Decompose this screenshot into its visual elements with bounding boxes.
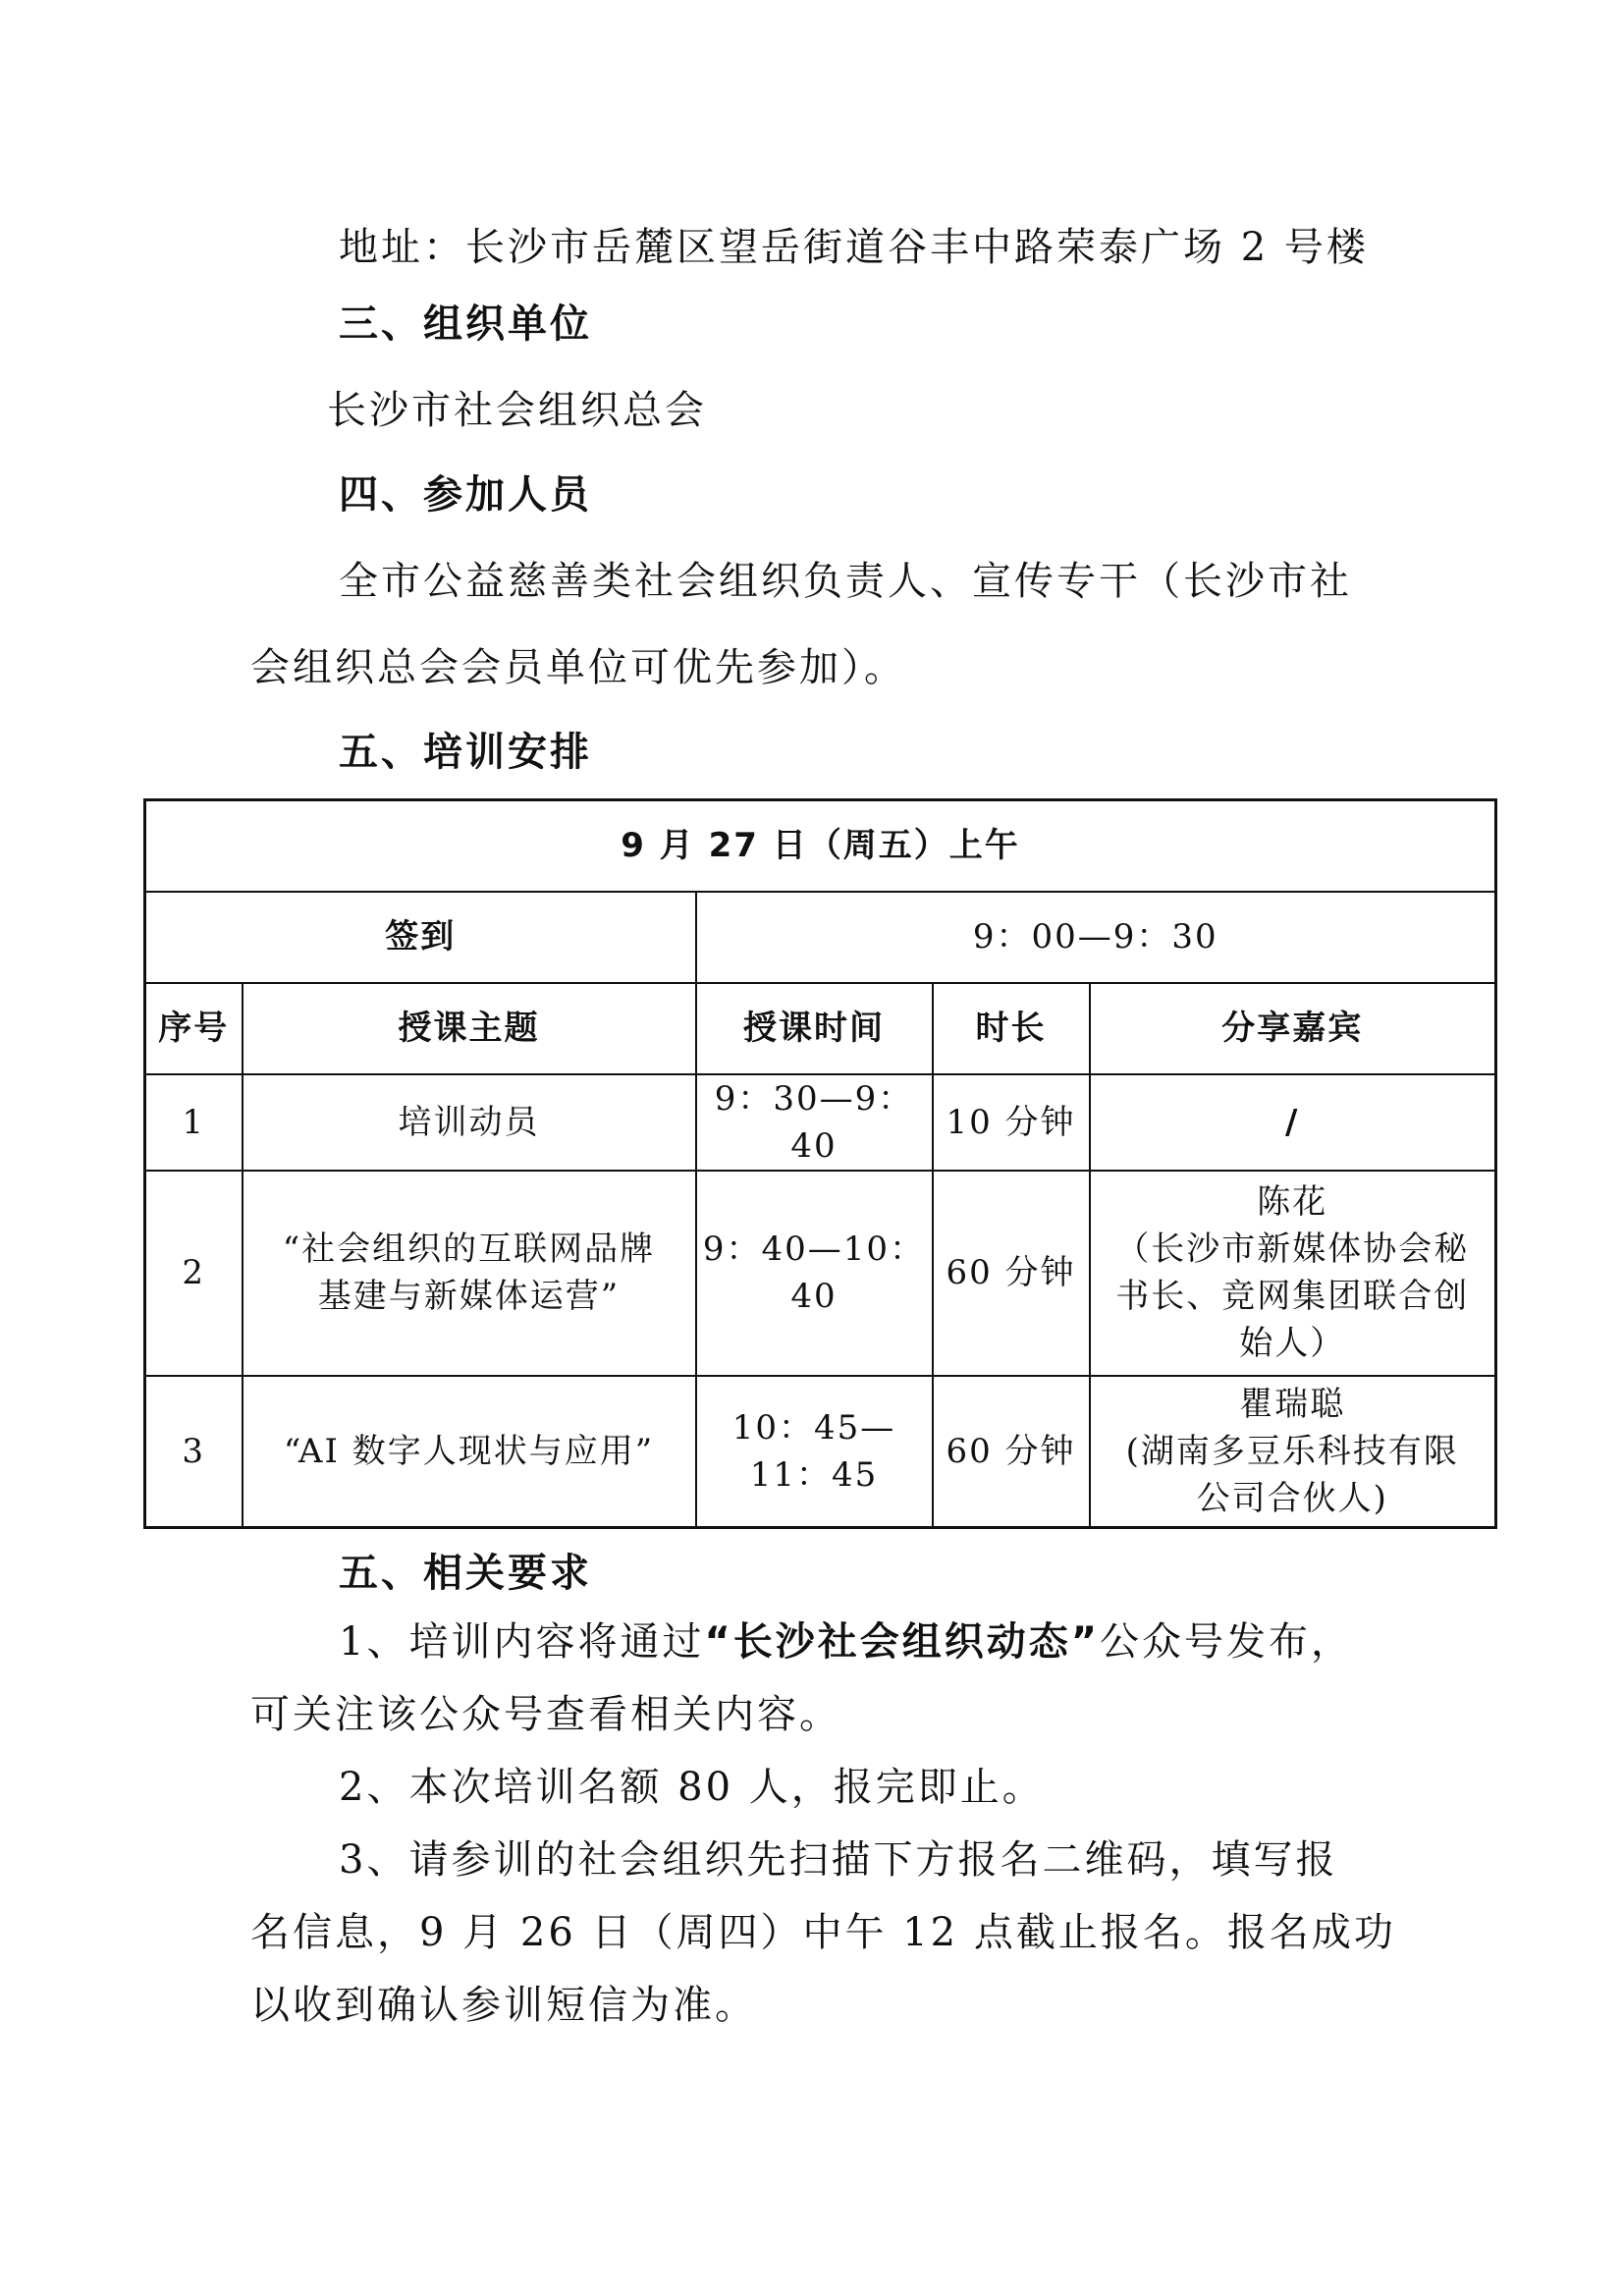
guest-line: （长沙市新媒体协会秘 <box>1115 1230 1470 1269</box>
signin-time: 9：00—9：30 <box>696 892 1496 983</box>
row-time: 9：30—9：40 <box>696 1074 933 1171</box>
table-row <box>145 1171 1496 1376</box>
requirement-1-line1 <box>339 1619 1354 1665</box>
requirement-1-post: 公众号发布， <box>1100 1619 1354 1665</box>
guest-line: 瞿瑞聪 <box>1239 1384 1346 1424</box>
section3-heading: 三、组织单位 <box>339 301 592 347</box>
row-duration: 10 分钟 <box>933 1074 1090 1171</box>
column-header: 分享嘉宾 <box>1090 983 1496 1074</box>
guest-line: 书长、竞网集团联合创 <box>1115 1277 1470 1316</box>
requirement-2: 2、本次培训名额 80 人，报完即止。 <box>339 1765 1045 1810</box>
account-name: “长沙社会组织动态” <box>704 1619 1101 1665</box>
table-row <box>145 1074 1496 1171</box>
row-duration: 60 分钟 <box>933 1171 1090 1376</box>
schedule-signin-row <box>145 892 1496 983</box>
row-topic <box>243 1074 696 1171</box>
requirement-3-line1: 3、请参训的社会组织先扫描下方报名二维码，填写报 <box>339 1837 1338 1883</box>
schedule-date-header: 9 月 27 日（周五）上午 <box>145 800 1496 892</box>
row-number: 3 <box>145 1376 243 1528</box>
column-header: 授课时间 <box>696 983 933 1074</box>
schedule-header-row <box>145 983 1496 1074</box>
column-header: 授课主题 <box>243 983 696 1074</box>
section4-body-line1: 全市公益慈善类社会组织负责人、宣传专干（长沙市社 <box>339 559 1352 604</box>
section4-body-line2: 会组织总会会员单位可优先参加）。 <box>250 645 906 690</box>
guest-line: 陈花 <box>1257 1182 1328 1222</box>
row-guest <box>1090 1376 1496 1528</box>
row-topic <box>243 1376 696 1528</box>
row-number: 2 <box>145 1171 243 1376</box>
schedule-date-row <box>145 800 1496 892</box>
signin-label: 签到 <box>145 892 696 983</box>
schedule-table <box>143 798 1497 1529</box>
guest-line: / <box>1285 1102 1300 1142</box>
topic-line: “AI 数字人现状与应用” <box>283 1431 655 1471</box>
topic-line: 培训动员 <box>398 1102 540 1142</box>
guest-line: 始人） <box>1239 1324 1346 1363</box>
row-time: 9：40—10：40 <box>696 1171 933 1376</box>
address-line: 地址：长沙市岳麓区望岳街道谷丰中路荣泰广场 2 号楼 <box>339 225 1369 270</box>
section5-heading: 五、培训安排 <box>339 730 592 775</box>
row-topic <box>243 1171 696 1376</box>
topic-line: 基建与新媒体运营” <box>317 1277 621 1316</box>
column-header: 时长 <box>933 983 1090 1074</box>
guest-line: (湖南多豆乐科技有限 <box>1125 1431 1459 1471</box>
table-row <box>145 1376 1496 1528</box>
section3-body: 长沙市社会组织总会 <box>327 388 707 433</box>
row-guest <box>1090 1171 1496 1376</box>
row-guest <box>1090 1074 1496 1171</box>
row-number: 1 <box>145 1074 243 1171</box>
guest-line: 公司合伙人) <box>1196 1478 1388 1518</box>
topic-line: “社会组织的互联网品牌 <box>282 1230 656 1269</box>
section6-heading: 五、相关要求 <box>339 1551 592 1596</box>
requirement-1-pre: 1、培训内容将通过 <box>339 1619 705 1665</box>
requirement-3-line3: 以收到确认参训短信为准。 <box>250 1983 757 2028</box>
row-duration: 60 分钟 <box>933 1376 1090 1528</box>
requirement-1-line2: 可关注该公众号查看相关内容。 <box>250 1692 841 1737</box>
column-header: 序号 <box>145 983 243 1074</box>
row-time: 10：45—11：45 <box>696 1376 933 1528</box>
requirement-3-line2: 名信息，9 月 26 日（周四）中午 12 点截止报名。报名成功 <box>250 1910 1396 1955</box>
section4-heading: 四、参加人员 <box>339 472 592 518</box>
